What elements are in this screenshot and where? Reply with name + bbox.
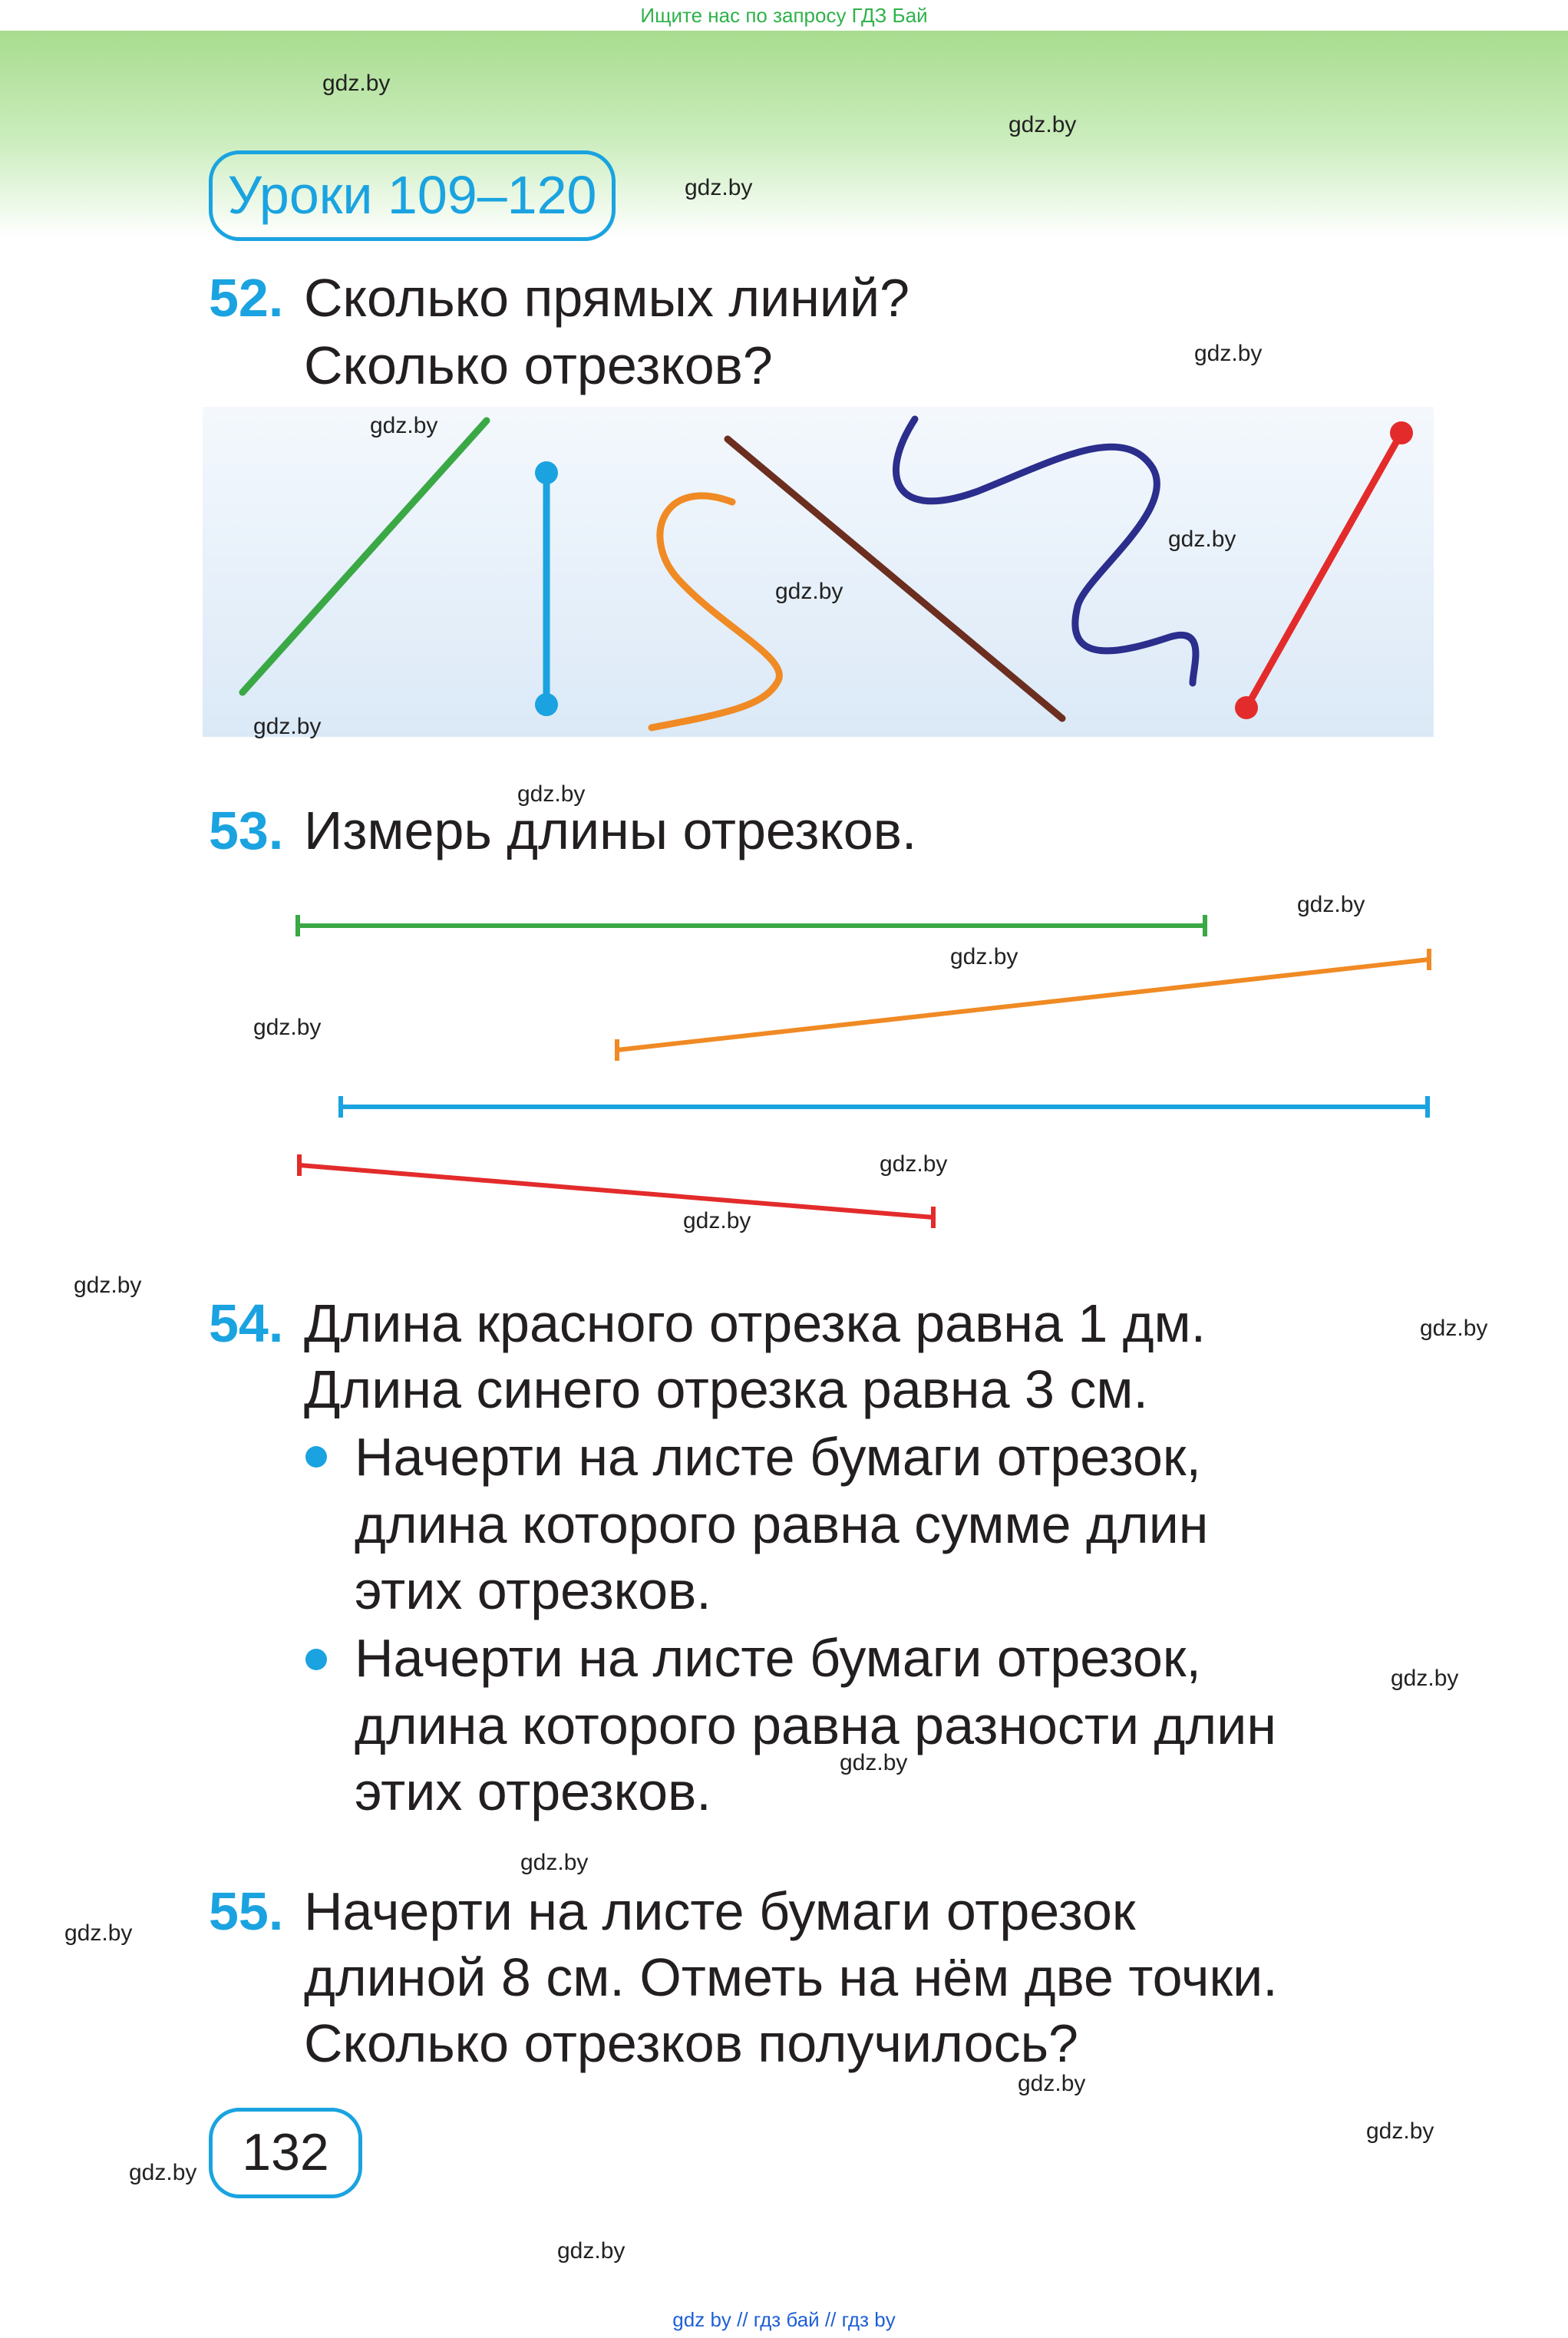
- orange-curve: [652, 496, 779, 728]
- red-segment-endpoint: [1235, 696, 1258, 719]
- watermark: gdz.by: [370, 413, 438, 438]
- blue-measure-segment: [341, 1096, 1428, 1118]
- page-number: 132: [209, 2108, 362, 2198]
- task-54-number: 54.: [209, 1293, 284, 1353]
- red-measure-segment: [299, 1154, 933, 1228]
- watermark: gdz.by: [880, 1151, 948, 1177]
- task-52-number: 52.: [209, 268, 284, 328]
- watermark: gdz.by: [129, 2160, 197, 2185]
- task-54-bullet-1: длина которого равна сумме длин: [355, 1494, 1209, 1554]
- lines-figure-svg: [203, 407, 1434, 737]
- watermark: gdz.by: [683, 1208, 751, 1233]
- watermark: gdz.by: [775, 579, 843, 604]
- blue-segment-endpoint: [535, 461, 558, 484]
- green-measure-segment: [298, 915, 1205, 936]
- watermark: gdz.by: [840, 1750, 908, 1775]
- blue-segment-endpoint: [535, 693, 558, 716]
- watermark: gdz.by: [1297, 892, 1365, 917]
- watermark: gdz.by: [1018, 2071, 1086, 2096]
- navy-curve: [896, 419, 1195, 683]
- task-54-bullet-2: Начерти на листе бумаги отрезок,: [355, 1628, 1201, 1688]
- lesson-badge: Уроки 109–120: [209, 150, 616, 241]
- bottom-banner[interactable]: gdz by // гдз бай // гдз by: [672, 2308, 896, 2331]
- watermark: gdz.by: [517, 781, 586, 807]
- task-53-number: 53.: [209, 801, 284, 860]
- task-54-bullet-2: длина которого равна разности длин: [355, 1696, 1276, 1755]
- watermark: gdz.by: [74, 1273, 142, 1298]
- watermark: gdz.by: [557, 2238, 626, 2264]
- segments-figure: [0, 875, 1568, 1274]
- red-segment-endpoint: [1390, 421, 1413, 444]
- task-54-bullet-1: Начерти на листе бумаги отрезок,: [355, 1427, 1201, 1487]
- watermark: gdz.by: [253, 714, 322, 739]
- task-55-text: Начерти на листе бумаги отрезок: [304, 1881, 1136, 1941]
- watermark: gdz.by: [685, 175, 753, 200]
- task-54-bullet-1: этих отрезков.: [355, 1560, 711, 1620]
- lines-figure: [203, 407, 1434, 737]
- watermark: gdz.by: [322, 71, 391, 96]
- watermark: gdz.by: [1366, 2118, 1434, 2144]
- red-segment: [1246, 433, 1401, 708]
- watermark: gdz.by: [520, 1850, 589, 1875]
- task-55-text: Сколько отрезков получилось?: [304, 2013, 1078, 2073]
- task-54-text: Длина синего отрезка равна 3 см.: [304, 1359, 1148, 1419]
- watermark: gdz.by: [1194, 341, 1263, 366]
- green-line: [243, 421, 487, 692]
- watermark: gdz.by: [950, 944, 1018, 969]
- watermark: gdz.by: [64, 1920, 133, 1946]
- watermark: gdz.by: [1168, 527, 1236, 552]
- task-55-text: длиной 8 см. Отметь на нём две точки.: [304, 1947, 1278, 2007]
- bullet-icon: [305, 1649, 327, 1670]
- watermark: gdz.by: [1391, 1666, 1459, 1691]
- task-55-number: 55.: [209, 1881, 284, 1941]
- task-52-question: Сколько прямых линий?: [304, 268, 910, 328]
- task-54-text: Длина красного отрезка равна 1 дм.: [304, 1293, 1207, 1353]
- task-54-bullet-2: этих отрезков.: [355, 1762, 711, 1821]
- task-53-question: Измерь длины отрезков.: [304, 801, 917, 860]
- watermark: gdz.by: [253, 1015, 322, 1040]
- watermark: gdz.by: [1420, 1316, 1488, 1341]
- watermark: gdz.by: [1008, 112, 1077, 137]
- orange-measure-segment: [617, 949, 1429, 1061]
- task-52-question: Сколько отрезков?: [304, 335, 773, 395]
- top-banner[interactable]: Ищите нас по запросу ГДЗ Бай: [640, 4, 928, 27]
- bullet-icon: [305, 1446, 327, 1468]
